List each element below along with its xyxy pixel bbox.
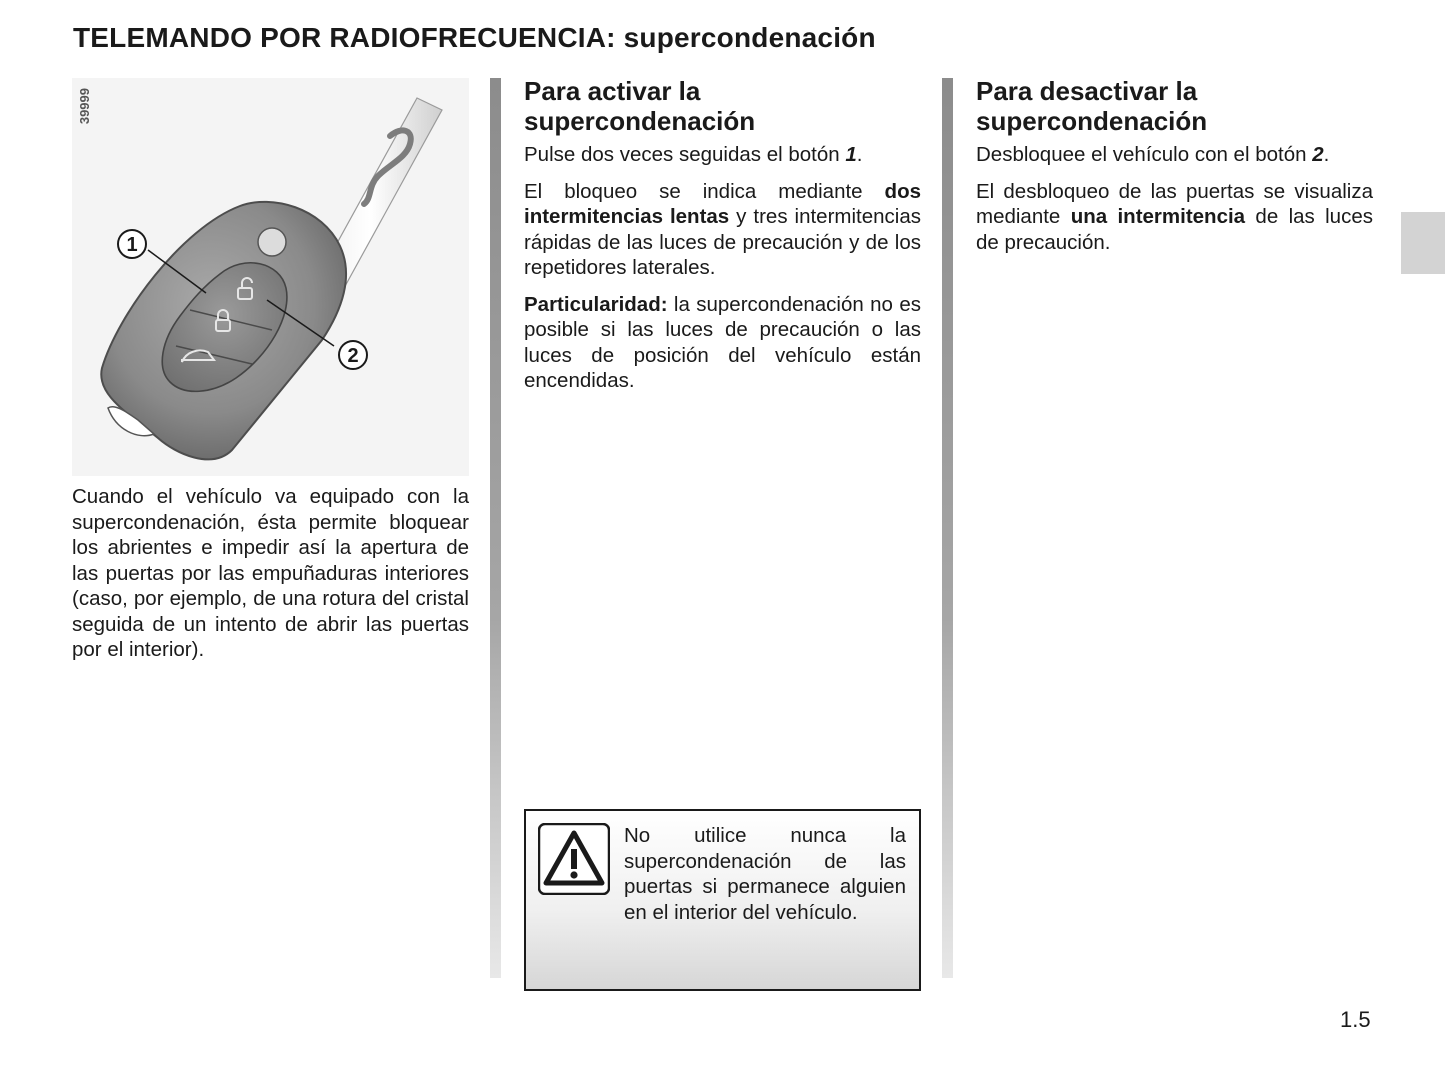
page-number: 1.5: [1340, 1007, 1371, 1032]
activate-indication: El bloqueo se indica mediante dos intermitencias lentas y tres intermitencias rápidas de las luces de precaución y de los repetidores laterales.: [524, 179, 921, 279]
intro-paragraph: Cuando el vehículo va equipado con la supercondenación, ésta permite bloquear los abrientes e impedir así la apertura de las puertas por las empuñaduras interiores (caso, por ejemplo, de una rotura del cristal seguida de un intento de abrir las puertas por el interior).: [72, 485, 469, 661]
deactivate-step: Desbloquee el vehículo con el botón 2.: [976, 143, 1330, 166]
callout-2: [339, 341, 367, 369]
callout-1-label: 1: [126, 234, 138, 256]
figure-code: 39999: [77, 88, 92, 125]
column-right: [976, 76, 1373, 266]
deactivate-heading: Para desactivar la supercondenación: [976, 76, 1208, 136]
activate-step: Pulse dos veces seguidas el botón 1.: [524, 143, 863, 166]
callout-2-label: 2: [347, 345, 359, 367]
column-divider-2: [942, 78, 953, 978]
deactivate-indication: El desbloqueo de las puertas se visualiza mediante una intermitencia de las luces de precaución.: [976, 179, 1373, 254]
activate-heading: Para activar la supercondenación: [524, 76, 756, 136]
chapter-tab: [1401, 212, 1445, 274]
activate-particularity: Particularidad: la supercondenación no es posible si las luces de precaución o las luces de posición del vehículo están encendidas.: [524, 292, 921, 392]
callout-1: [118, 230, 146, 258]
key-fob-drawing: [72, 78, 469, 476]
key-fob-illustration: [72, 78, 469, 476]
column-middle: [524, 76, 921, 405]
warning-triangle-icon: [538, 823, 610, 895]
warning-box: [524, 809, 921, 991]
column-divider-1: [490, 78, 501, 978]
button-1-ref: 1: [845, 143, 857, 166]
button-2-ref: 2: [1312, 143, 1324, 166]
warning-text: No utilice nunca la supercondenación de las puertas si permanece alguien en el interior del vehículo.: [624, 824, 906, 924]
page-title: TELEMANDO POR RADIOFRECUENCIA: supercondenación: [73, 22, 876, 53]
